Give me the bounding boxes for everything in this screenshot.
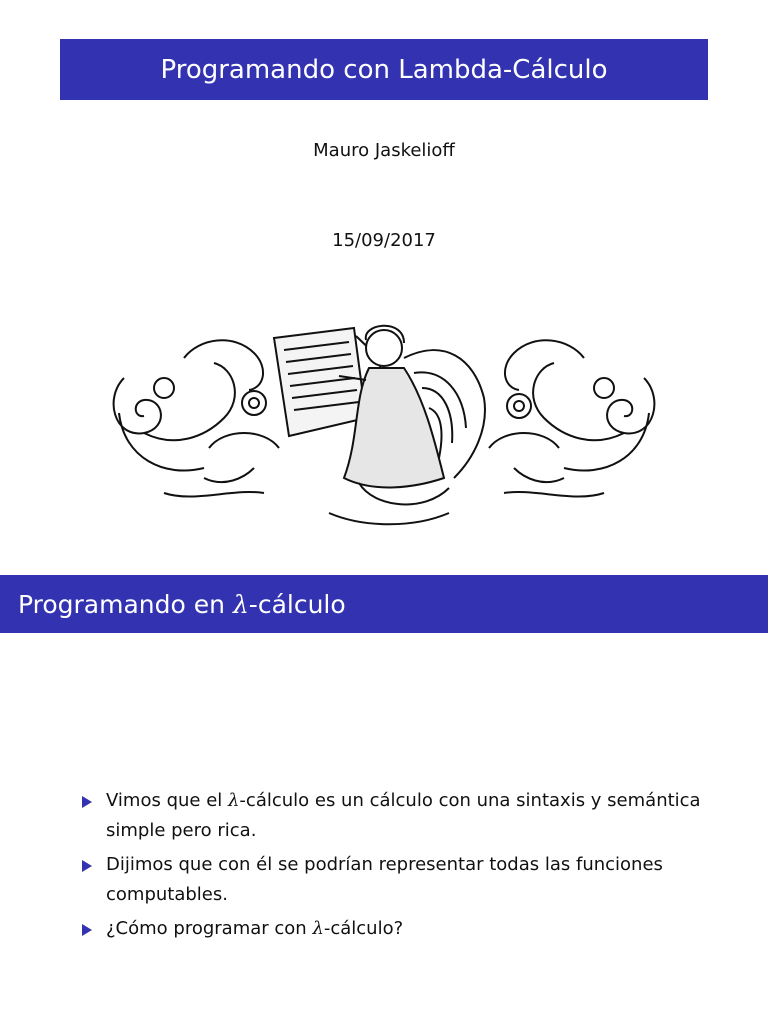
frame-title — [0, 575, 768, 633]
author-name: Mauro Jaskelioff — [313, 140, 455, 161]
angel-ornament-engraving-icon — [104, 318, 664, 533]
list-item — [80, 786, 710, 846]
presentation-date: 15/09/2017 — [332, 230, 436, 251]
frame-title-lambda: λ — [232, 589, 249, 619]
frame-title-prefix: Programando en — [18, 589, 233, 619]
presentation-title-text: Programando con Lambda-Cálculo — [160, 54, 608, 85]
bullet-text-start: Vimos que el — [106, 790, 228, 811]
presentation-title — [60, 39, 708, 100]
bullet-text-end: -cálculo? — [323, 918, 404, 939]
bullet-lambda: λ — [228, 790, 240, 811]
frame-title-suffix: -cálculo — [248, 589, 346, 619]
list-item — [80, 850, 710, 910]
bullet-lambda: λ — [312, 918, 324, 939]
bullet-list — [80, 786, 710, 948]
triangle-bullet-icon — [82, 860, 92, 872]
bullet-text-start: Dijimos que con él se podrían representar todas las funciones computables. — [106, 854, 663, 905]
bullet-text-start: ¿Cómo programar con — [106, 918, 313, 939]
bullet-text-end: -cálculo es un cálculo con una sintaxis y semántica simple pero rica. — [106, 790, 701, 841]
list-item — [80, 914, 710, 944]
triangle-bullet-icon — [82, 924, 92, 936]
triangle-bullet-icon — [82, 796, 92, 808]
